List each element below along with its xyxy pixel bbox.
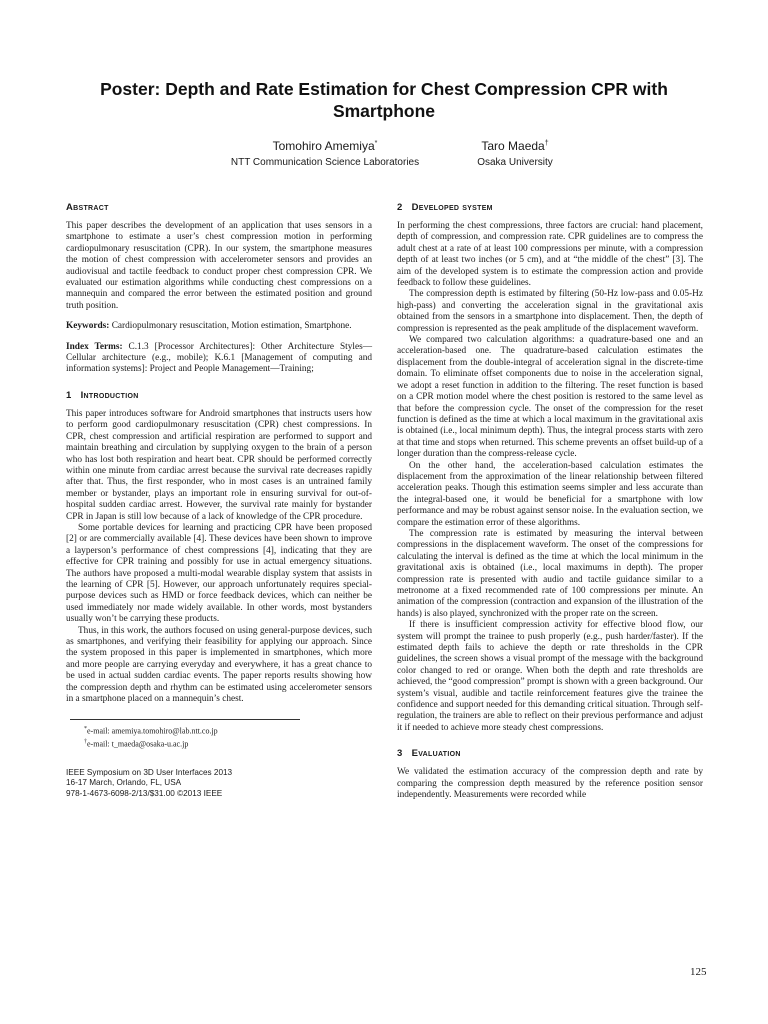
author-name: Taro Maeda (481, 139, 545, 153)
developed-paragraph: The compression rate is estimated by measuring the interval between compressions in the displacement waveform. The onset of the compressions for calculating the interval is defined as the time at which the local minimum in the gravitational axis is obtained (i.e., local maximums in depth). The proper compression rate is presented with audio and tactile guidance similar to a metronome at a fixed recommended rate of 100 compressions per minute. An animation of the compression (contraction and expansion of the illustration of the hands) is also played, synchronized with the proper rate on the screen. (397, 528, 703, 619)
author-mark: † (544, 140, 549, 147)
developed-paragraph: On the other hand, the acceleration-based calculation estimates the displacement from the approximation of the linear relationship between filtered acceleration peaks. Though this estimation seems simpler and less accurate than the integral-based one, it would be beneficial for a smartphone with low performance and may be robust against sensor noise. In the evaluation section, we compare the estimation error of these algorithms. (397, 460, 703, 528)
author-block-1 (225, 136, 425, 170)
footnotes (66, 719, 372, 749)
right-column (397, 202, 703, 802)
conference-info: IEEE Symposium on 3D User Interfaces 2013 16-17 March, Orlando, FL, USA 978-1-4673-6098-2/13/$31.00 ©2013 IEEE (66, 767, 233, 798)
intro-paragraph: Some portable devices for learning and practicing CPR have been proposed [2] or are commercially available [4]. These devices have been shown to improve a layperson’s performance of chest compressions [4], indicating that they are effective for CPR training and possibly for use in actual emergency situations. The authors have proposed a multi-modal wearable display system that assists in the learning of CPR [5]. However, our approach unfortunately requires special-purpose devices such as HMD or force feedback devices, which can neither be used immediately nor made widely available. In other words, most bystanders usually won’t be carrying these products. (66, 522, 372, 625)
evaluation-paragraph: We validated the estimation accuracy of the compression depth and rate by comparing the compression depth measured by the reference position sensor independently. Measurements were recorded while (397, 767, 703, 801)
author-mark: * (374, 140, 378, 147)
footnote: *e-mail: amemiya.tomohiro@lab.ntt.co.jp (84, 726, 218, 737)
author-name: Tomohiro Amemiya (272, 139, 375, 153)
developed-paragraph: The compression depth is estimated by filtering (50-Hz low-pass and 0.05-Hz high-pass) and converting the acceleration signal in the gravitational axis obtained from the sensors in a smartphone into displacement. Then, the depth of compression is represented as the peak amplitude of the displacement waveform. (397, 289, 703, 334)
developed-paragraph: If there is insufficient compression activity for effective blood flow, our system will prompt the trainee to push properly (e.g., push harder/faster). If the estimated depth fails to achieve the depth or rate thresholds in the CPR guidelines, the screen shows a visual prompt of the message with the background color changed to red or orange. When both the depth and rate thresholds are achieved, the “good compression” prompt is shown with a green background. Our system’s visual, audible and tactile reinforcement features give the trainee the confidence and support needed for this demanding critical situation. Through self-regulation, the trainers are able to reflect on their previous performance and adjust it if needed to achieve more steady chest compressions. (397, 620, 703, 733)
author-affiliation: Osaka University (477, 157, 553, 168)
keywords: Keywords: Cardiopulmonary resuscitation, Motion estimation, Smartphone. (66, 321, 352, 332)
footnote-rule (70, 719, 300, 720)
paper-title: Poster: Depth and Rate Estimation for Chest Compression CPR with Smartphone (100, 79, 668, 121)
developed-paragraph: In performing the chest compressions, three factors are crucial: hand placement, depth of compression, and compression rate. CPR guidelines are to compress the adult chest at a rate of at least 100 compressions per minute, with a compression depth of at least two inches (or 5 cm), and at “the middle of the chest” [3]. The aim of the developed system is to estimate the compression action and provide feedback to follow these guidelines. (397, 221, 703, 289)
left-column (66, 202, 372, 799)
intro-paragraph: This paper introduces software for Android smartphones that instructs users how to perform good cardiopulmonary resuscitation (CPR) chest compressions. In CPR, chest compression and artificial respiration are performed to support and maintain breathing and circulation by supplying oxygen to the brain of a person who has lost both respiration and heart beat. CPR should be performed correctly within one minute from cardiac arrest because the survival rate decreases rapidly after that. Thus, the first responder, who in most cases is an untrained family member or bystander, plays an important role in ensuring survival for out-of-hospital sudden cardiac arrest. However, the survival rate mainly for bystander CPR in Japan is still low because of a lack of knowledge of the CPR procedure. (66, 408, 372, 522)
index-terms: Index Terms: C.1.3 [Processor Architectures]: Other Architecture Styles—Cellular architecture (e.g., mobile); K.6.1 [Management of computing and information systems]: Project and People Management—Training; (66, 341, 373, 375)
evaluation-heading: 3 Evaluation (397, 748, 461, 760)
page-number: 125 (690, 966, 707, 978)
developed-heading: 2 Developed system (397, 202, 493, 213)
author-affiliation: NTT Communication Science Laboratories (230, 157, 420, 168)
developed-paragraph: We compared two calculation algorithms: a quadrature-based one and an acceleration-based one. The quadrature-based calculation estimates the displacement from the double-integral of acceleration signal in the discrete-time domain. To eliminate offset components due to noise in the acceleration signal, we adopt a reset function in addition to the filtering. The reset function is based on a CPR motion model where the chest position is restored to the same level as that before the compression cycle. The onset of the compression for the reset function is defined as the time at which a local maximum in the gravitational axis is obtained (i.e., local minimum depth). Thus, the integral process starts with zero at that time and stops when returned. This scheme prevents an offset build-up of a longer duration than the compress-release cycle. (397, 335, 703, 460)
intro-heading: 1 Introduction (66, 389, 139, 401)
footnote: †e-mail: t_maeda@osaka-u.ac.jp (84, 739, 189, 749)
abstract-heading: Abstract (66, 202, 109, 213)
author-block-2 (450, 136, 580, 170)
intro-paragraph: Thus, in this work, the authors focused on using general-purpose devices, such as smartphones, and verifying their feasibility for applying our approach. Since the system proposed in this paper is implemented in smartphones, which more and more people are carrying everyday and everywhere, it has a great chance to be used in actual sudden cardiac events. The paper reports results showing how the compression depth and rhythm can be estimated using accelerometer sensors in a smartphone placed on a mannequin’s chest. (66, 625, 372, 705)
abstract-text: This paper describes the development of an application that uses sensors in a smartphone to estimate a user’s chest compression motion in performing cardiopulmonary resuscitation (CPR). In our system, the smartphone measures the motion of chest compression with accelerometer sensors and provides an audiovisual and tactile feedback to conduct proper chest compression CPR. We evaluated our estimation algorithms while conducting chest compressions on a mannequin and compared the error between the estimated position and ground truth position. (66, 221, 372, 311)
